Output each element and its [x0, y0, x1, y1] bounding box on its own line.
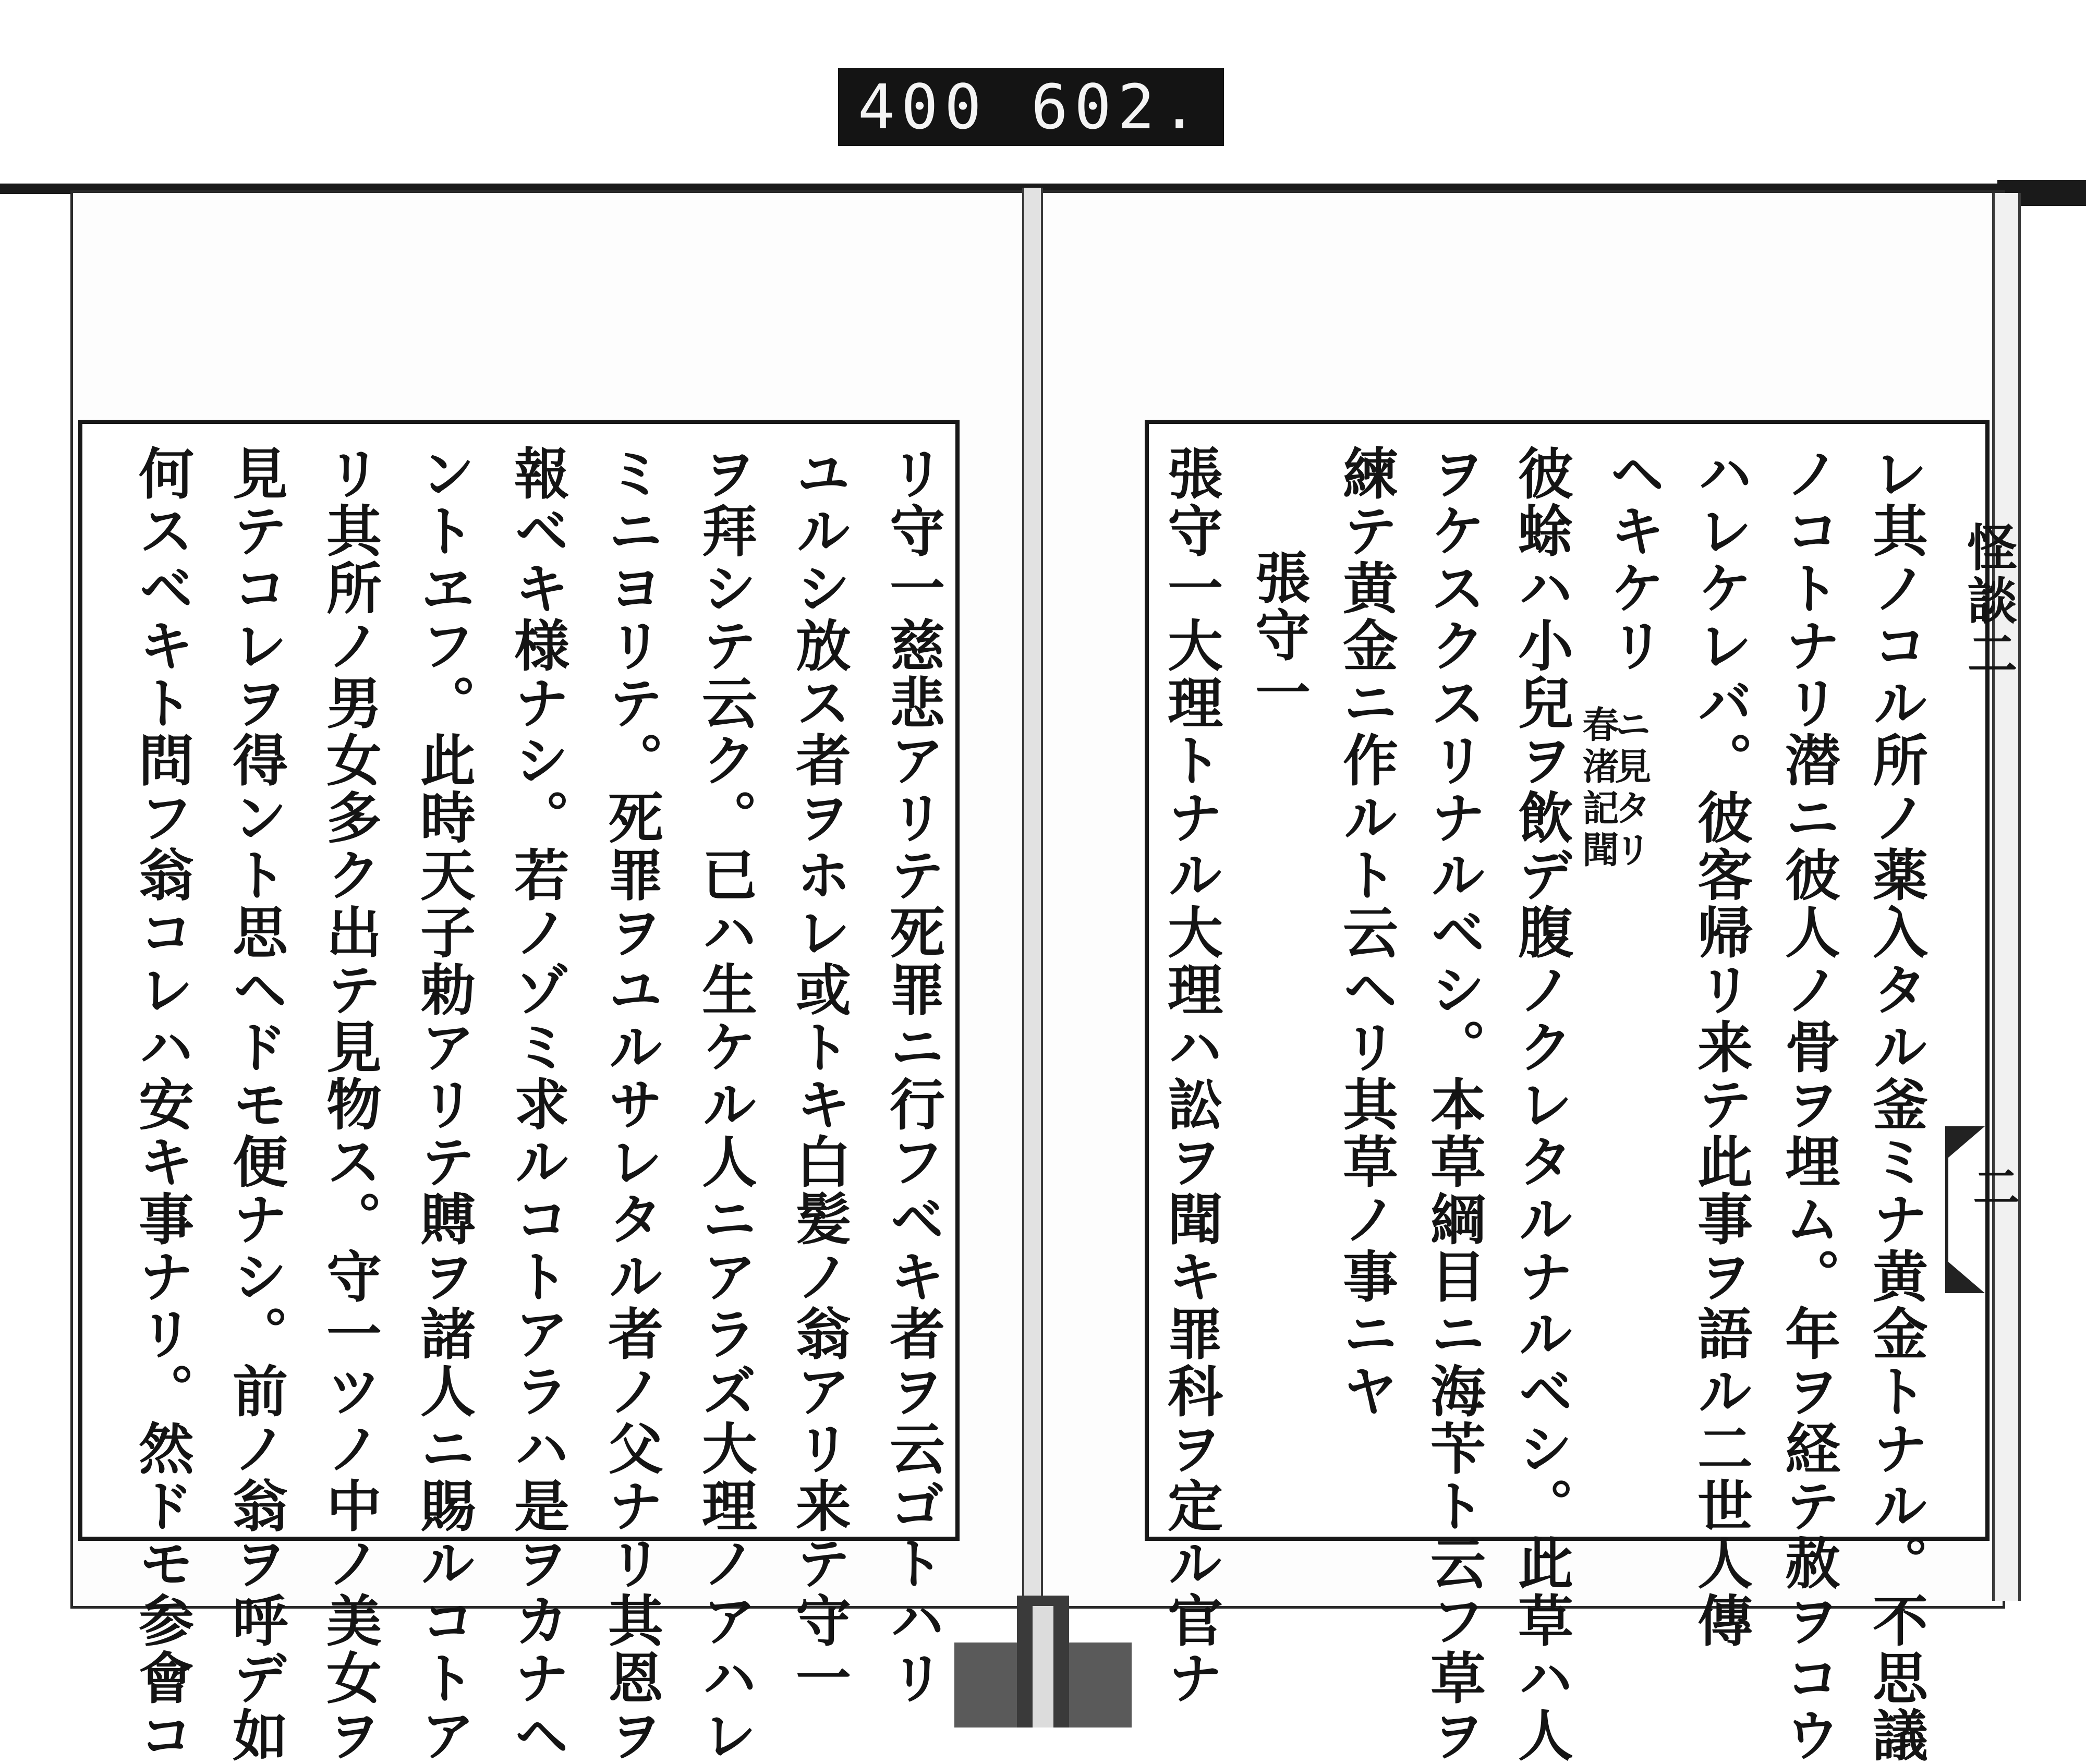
text-column: ヲ拜シテ云ク。已ハ生ケル人ニアラズ大理ノアハレ	[693, 445, 758, 1764]
book-gutter	[1022, 188, 1043, 1611]
text-column: 何スベキト問フ翁コレハ安キ事ナリ。然ドモ参會コ	[130, 445, 195, 1764]
page-edge	[1992, 193, 2021, 1601]
page-number: 二	[1964, 1163, 2020, 1210]
right-text-frame	[1145, 420, 1990, 1764]
text-column: 彼蜍ハ小兒ヲ飲デ腹ノクレタルナルベシ。此草ハ人	[1509, 445, 1574, 1764]
text-column: ハレケレバ。彼客帰リ来テ此事ヲ語ル二世人傳	[1689, 445, 1754, 1649]
archive-label: 400 602.	[838, 68, 1224, 146]
text-column: 報ベキ様ナシ。若ノゾミ求ルコトアラハ是ヲカナヘ	[505, 445, 571, 1764]
text-column: ヲケスクスリナルベシ。本草綱目ニ海苄ト云フ草ヲ	[1422, 445, 1487, 1764]
binding-block	[954, 1596, 1132, 1727]
text-column: ユルシ放ス者ヲホレ或トキ白髪ノ翁アリ来テ守一	[787, 445, 852, 1707]
section-heading: 張守一	[1246, 549, 1312, 721]
text-column: リ守一慈悲アリテ死罪ニ行フベキ者ヲ云ゴトハリ	[881, 445, 946, 1707]
text-column: 見テコレヲ得ント思ヘドモ便ナシ。前ノ翁ヲ呼デ如	[224, 445, 289, 1764]
text-column: ヘキケリ	[1601, 445, 1666, 674]
text-column: 練テ黄金ニ作ルト云ヘリ其草ノ事ニヤ	[1334, 445, 1399, 1420]
text-column: リ其所ノ男女多ク出テ見物ス。守一ツノ中ノ美女ヲ	[318, 445, 383, 1764]
text-column: ミニヨリテ。死罪ヲユルサレタル者ノ父ナリ其恩ヲ	[599, 445, 664, 1764]
fold-mark	[1945, 1126, 1987, 1293]
text-column: ントヱフ。此時天子勅アリテ賻ヲ諸人ニ賜ルコトア	[411, 445, 477, 1764]
text-column: レ其ノコル所ノ薬入タル釜ミナ黄金トナル。不思議	[1864, 445, 1929, 1764]
text-column: 張守一大理トナル大理ハ訟ヲ聞キ罪科ヲ定ル官ナ	[1159, 445, 1224, 1707]
text-column: ノコトナリ潜ニ彼人ノ骨ヲ埋ム。年ヲ経テ赦ヲコウ	[1776, 445, 1841, 1764]
running-title: 怪談二	[1959, 521, 2018, 681]
note-column: 春渚記聞	[1576, 705, 1620, 872]
note-column: ニ見タリ	[1609, 705, 1652, 872]
left-text-frame	[78, 420, 960, 1764]
